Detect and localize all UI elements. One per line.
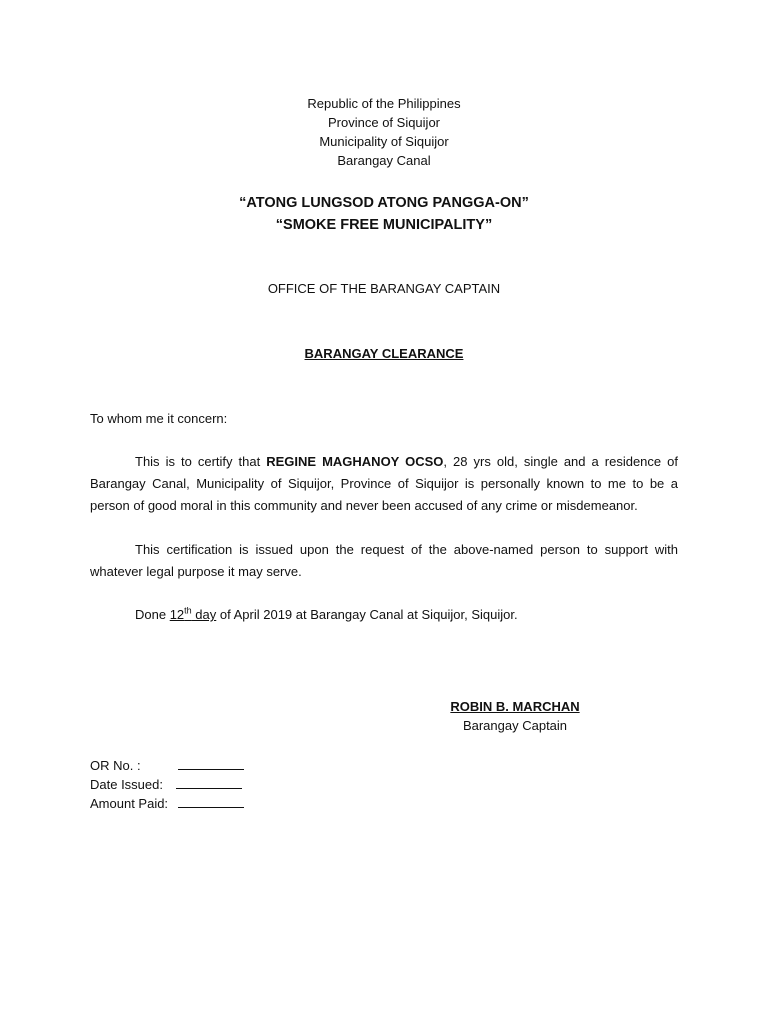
issue-day-suffix: th [184,605,192,616]
amount-paid-label: Amount Paid: [90,796,169,811]
issue-day-number: 12 [169,607,185,622]
or-number-row [90,756,244,775]
slogan-line-2: “SMOKE FREE MUNICIPALITY” [275,217,493,233]
issue-day-word: day [191,607,217,622]
document-title: BARANGAY CLEARANCE [304,346,464,361]
document-title-wrap [0,345,768,363]
date-issued-blank [176,775,242,789]
or-number-label: OR No. : [90,758,141,773]
date-paragraph [90,604,678,626]
or-number-blank [178,756,244,770]
date-issued-row [90,775,244,794]
header-municipality: Municipality of Siquijor [319,134,449,149]
signatory-name: ROBIN B. MARCHAN [450,699,580,714]
certification-paragraph [90,451,678,517]
certify-intro: This is to certify that [135,454,267,469]
amount-paid-blank [178,794,244,808]
salutation: To whom me it concern: [90,411,228,426]
purpose-text: This certification is issued upon the request of the above-named person to support with whatever legal purpose it may serve. [90,542,678,579]
slogan-line-1: “ATONG LUNGSOD ATONG PANGGA-ON” [239,195,529,211]
resident-name: REGINE MAGHANOY OCSO [266,454,444,469]
done-prefix: Done [135,607,170,622]
signatory-position: Barangay Captain [462,718,568,733]
receipt-details [90,756,244,813]
certify-details: , 28 yrs old, single and a residence of Barangay Canal, Municipality of Siquijor, Province of Siquijor is personally known to me to be a person of good moral in this community and never been accused of any crime or misdemeanor. [90,454,678,513]
header-barangay: Barangay Canal [337,153,431,168]
issue-day [170,607,217,622]
header-province: Province of Siquijor [328,115,440,130]
signatory-block [440,697,590,735]
office-name: OFFICE OF THE BARANGAY CAPTAIN [267,281,501,296]
date-issued-label: Date Issued: [90,777,163,792]
purpose-paragraph [90,539,678,583]
document-header [0,94,768,170]
amount-paid-row [90,794,244,813]
header-country: Republic of the Philippines [307,96,461,111]
slogans [0,192,768,236]
issue-date-rest: of April 2019 at Barangay Canal at Siquijor, Siquijor. [216,607,518,622]
